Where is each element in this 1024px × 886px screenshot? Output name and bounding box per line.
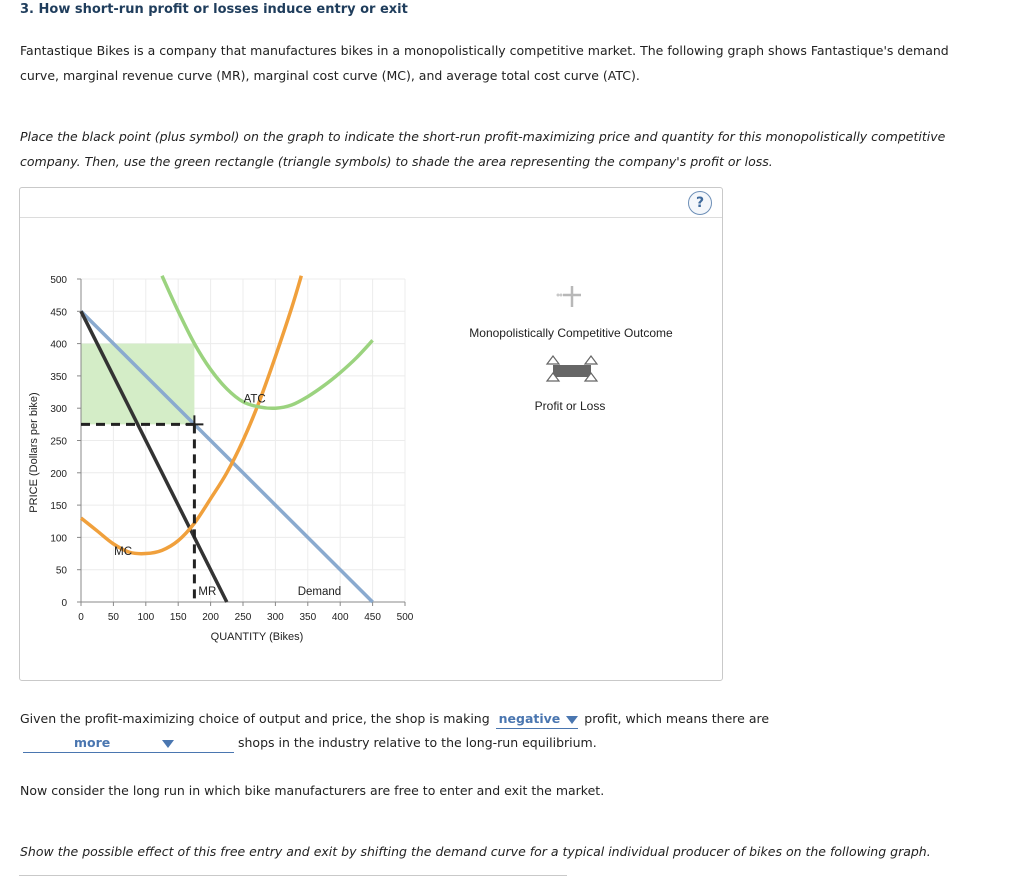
- answer-prefix: Given the profit-maximizing choice of output and price, the shop is making: [20, 711, 490, 726]
- y-tick-label: 400: [50, 339, 67, 351]
- x-tick-label: 250: [234, 612, 252, 623]
- chevron-down-icon: [566, 716, 578, 724]
- y-tick-label: 450: [50, 307, 67, 319]
- black-point-tool[interactable]: [557, 286, 582, 307]
- x-tick-label: 200: [202, 612, 219, 623]
- y-tick-label: 150: [50, 501, 67, 513]
- y-tick-label: 200: [50, 468, 67, 480]
- graph-panel: [19, 187, 723, 681]
- answer-suffix: profit, which means there are: [584, 711, 770, 726]
- plus-icon: [557, 286, 582, 307]
- profit-dropdown[interactable]: [496, 710, 579, 729]
- curve-label-demand: Demand: [297, 585, 342, 598]
- x-tick-label: 450: [364, 612, 381, 623]
- show-effect-paragraph: Show the possible effect of this free entry and exit by shifting the demand curve for a typical individual producer of bikes on the following graph.: [20, 844, 931, 859]
- dashed-guides: [81, 424, 194, 602]
- question-title: 3. How short-run profit or losses induce entry or exit: [20, 2, 408, 17]
- y-axis-label: PRICE (Dollars per bike): [28, 392, 40, 513]
- x-axis-label: QUANTITY (Bikes): [210, 631, 304, 643]
- shops-dropdown-value: more: [74, 735, 111, 750]
- point-tool-label: Monopolistically Competitive Outcome: [469, 326, 673, 340]
- chart-svg[interactable]: [20, 188, 722, 680]
- long-run-paragraph: Now consider the long run in which bike manufacturers are free to enter and exit the market.: [20, 783, 605, 798]
- x-tick-label: 400: [331, 612, 349, 623]
- y-tick-label: 500: [50, 275, 67, 286]
- y-tick-label: 300: [50, 404, 67, 416]
- x-tick-label: 50: [107, 612, 119, 623]
- demand-curve: [81, 311, 373, 602]
- x-tick-label: 100: [137, 612, 155, 623]
- y-tick-label: 250: [50, 436, 67, 448]
- answer-line-2: [20, 730, 597, 755]
- chevron-down-icon: [162, 740, 174, 748]
- x-tick-label: 150: [169, 612, 187, 623]
- answer-line-1: [20, 706, 769, 731]
- y-tick-label: 350: [50, 371, 67, 383]
- profit-loss-area: [81, 344, 194, 425]
- x-tick-label: 350: [299, 612, 317, 623]
- area-tool-label: Profit or Loss: [534, 399, 606, 413]
- rectangle-triangles-icon: [547, 356, 597, 381]
- x-tick-label: 0: [78, 612, 84, 623]
- next-graph-panel: [19, 875, 567, 886]
- profit-dropdown-value: negative: [498, 711, 561, 726]
- answer-line2-suffix: shops in the industry relative to the long-run equilibrium.: [237, 735, 597, 750]
- curve-label-mr: MR: [198, 585, 217, 598]
- intro-paragraph: Fantastique Bikes is a company that manufactures bikes in a monopolistically competitive market. The following graph shows Fantastique's demand curve, marginal revenue curve (MR), marginal cost curve (MC), and average total cost curve (ATC).: [20, 43, 949, 83]
- y-tick-label: 100: [50, 533, 67, 545]
- shops-dropdown[interactable]: [23, 734, 234, 753]
- axis-ticks: [50, 275, 413, 623]
- y-tick-label: 0: [61, 598, 67, 609]
- curve-label-mc: MC: [114, 545, 133, 558]
- y-tick-label: 50: [55, 565, 67, 577]
- instruction-paragraph: Place the black point (plus symbol) on the graph to indicate the short-run profit-maximizing price and quantity for this monopolistically competitive company. Then, use the green rectangle (triangle symbols) to shade the area representing the company's profit or loss.: [20, 129, 946, 169]
- help-icon[interactable]: ?: [688, 191, 712, 215]
- x-tick-label: 500: [396, 612, 414, 623]
- x-tick-label: 300: [267, 612, 284, 623]
- profit-loss-tool[interactable]: [547, 356, 597, 381]
- curve-label-atc: ATC: [243, 393, 266, 406]
